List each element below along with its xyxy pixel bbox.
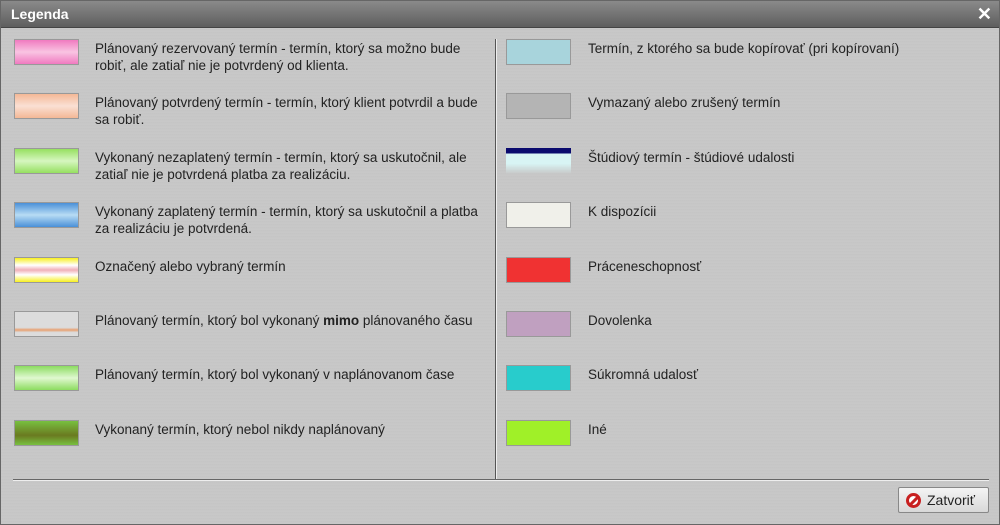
- swatch: [14, 257, 79, 283]
- swatch: [14, 202, 79, 228]
- legend-label: Plánovaný potvrdený termín - termín, ktorý klient potvrdil a bude sa robiť.: [95, 95, 478, 127]
- swatch: [14, 365, 79, 391]
- swatch: [506, 148, 571, 174]
- swatch: [506, 93, 571, 119]
- legend-label: Iné: [588, 422, 607, 437]
- close-button-label: Zatvoriť: [927, 492, 976, 508]
- no-entry-icon: [906, 493, 921, 508]
- legend-label: Vykonaný nezaplatený termín - termín, ktorý sa uskutočnil, ale zatiaľ nie je potvrdená platba za realizáciu.: [95, 150, 467, 182]
- legend-label: Vymazaný alebo zrušený termín: [588, 95, 781, 110]
- legend-label: Plánovaný rezervovaný termín - termín, ktorý sa možno bude robiť, ale zatiaľ nie je potvrdený od klienta.: [95, 41, 461, 73]
- close-icon[interactable]: ✕: [976, 4, 992, 24]
- legend-label: Dovolenka: [588, 313, 652, 328]
- swatch: [14, 311, 79, 337]
- swatch: [506, 365, 571, 391]
- swatch: [506, 311, 571, 337]
- legend-label: Označený alebo vybraný termín: [95, 259, 286, 274]
- title-bar: [1, 1, 999, 28]
- legend-label: Plánovaný termín, ktorý bol vykonaný mimo plánovaného času: [95, 313, 473, 328]
- legend-label: Vykonaný zaplatený termín - termín, ktorý sa uskutočnil a platba za realizáciu je potvrdená.: [95, 204, 478, 236]
- swatch: [14, 39, 79, 65]
- swatch: [506, 257, 571, 283]
- swatch: [506, 202, 571, 228]
- legend-label: Súkromná udalosť: [588, 367, 699, 382]
- close-button[interactable]: [898, 487, 989, 513]
- legend-label: K dispozícii: [588, 204, 657, 219]
- legend-label: Práceneschopnosť: [588, 259, 702, 274]
- dialog-title: Legenda: [11, 6, 69, 22]
- swatch: [506, 39, 571, 65]
- legend-label: Štúdiový termín - štúdiové udalosti: [588, 150, 795, 165]
- swatch: [14, 93, 79, 119]
- footer-divider: [13, 479, 989, 480]
- swatch: [14, 420, 79, 446]
- legend-label: Vykonaný termín, ktorý nebol nikdy naplánovaný: [95, 422, 385, 437]
- swatch: [14, 148, 79, 174]
- legend-label: Plánovaný termín, ktorý bol vykonaný v naplánovanom čase: [95, 367, 455, 382]
- swatch: [506, 420, 571, 446]
- column-divider: [495, 39, 496, 479]
- legend-label: Termín, z ktorého sa bude kopírovať (pri kopírovaní): [588, 41, 900, 56]
